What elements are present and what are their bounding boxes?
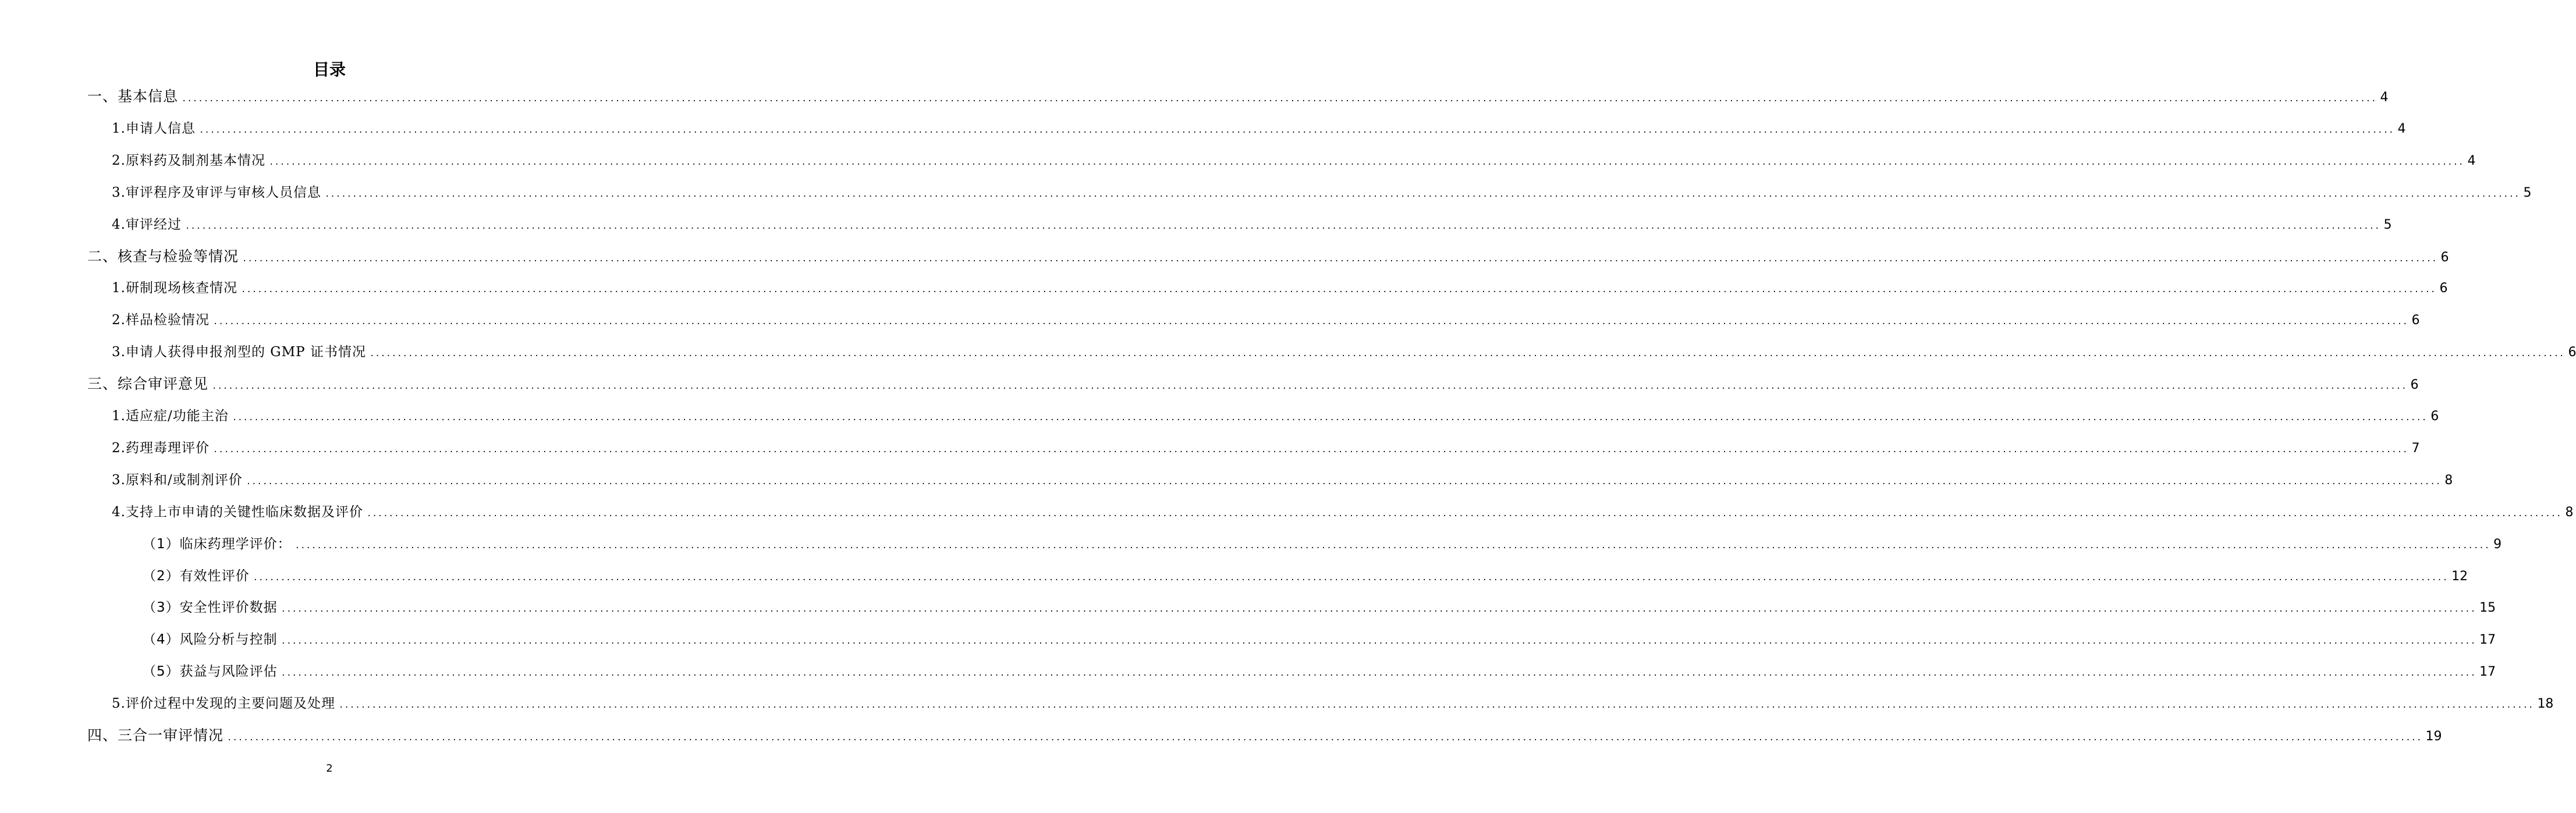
toc-leader-dots: ................................................................................................................................................................................................................................................................................................................................................................................................................ xyxy=(212,317,2408,327)
toc-entry[interactable] xyxy=(112,500,2574,524)
toc-leader-dots: ................................................................................................................................................................................................................................................................................................................................................................................................................ xyxy=(212,445,2408,455)
toc-entry-page: 5 xyxy=(2523,185,2532,200)
toc-entry-label: （5）获益与风险评估 xyxy=(143,664,278,680)
toc-leader-dots: ................................................................................................................................................................................................................................................................................................................................................................................................................ xyxy=(227,733,2422,743)
toc-entry-label: 一、基本信息 xyxy=(87,88,179,105)
toc-leader-dots: ................................................................................................................................................................................................................................................................................................................................................................................................................ xyxy=(182,94,2377,104)
toc-entry-label: 三、综合审评意见 xyxy=(87,375,209,393)
toc-entry-label: 4.审评经过 xyxy=(112,216,182,232)
toc-entry-label: 3.原料和/或制剂评价 xyxy=(112,472,243,488)
toc-entry-page: 19 xyxy=(2425,729,2442,744)
toc-entry[interactable] xyxy=(112,692,2554,715)
toc-entry[interactable] xyxy=(112,436,2420,460)
toc-entry[interactable] xyxy=(112,404,2439,428)
toc-entry-page: 6 xyxy=(2568,345,2576,360)
toc-leader-dots: ................................................................................................................................................................................................................................................................................................................................................................................................................ xyxy=(198,125,2394,135)
toc-leader-dots: ................................................................................................................................................................................................................................................................................................................................................................................................................ xyxy=(242,254,2437,264)
toc-entry[interactable] xyxy=(87,85,2389,108)
toc-entry[interactable] xyxy=(112,276,2448,300)
toc-entry-label: 1.适应症/功能主治 xyxy=(112,409,229,424)
toc-leader-dots: ................................................................................................................................................................................................................................................................................................................................................................................................................ xyxy=(369,349,2565,359)
toc-leader-dots: ................................................................................................................................................................................................................................................................................................................................................................................................................ xyxy=(281,605,2476,615)
toc-leader-dots: ................................................................................................................................................................................................................................................................................................................................................................................................................ xyxy=(324,189,2520,199)
toc-leader-dots: ................................................................................................................................................................................................................................................................................................................................................................................................................ xyxy=(294,541,2490,551)
toc-entry[interactable] xyxy=(112,340,2576,364)
toc-leader-dots: ................................................................................................................................................................................................................................................................................................................................................................................................................ xyxy=(281,669,2476,679)
toc-entry-label: （4）风险分析与控制 xyxy=(143,632,278,648)
toc-entry-page: 5 xyxy=(2383,217,2392,232)
toc-entry-label: 3.申请人获得申报剂型的 GMP 证书情况 xyxy=(112,345,366,360)
toc-entry-page: 8 xyxy=(2444,473,2453,488)
toc-entry-page: 6 xyxy=(2411,313,2420,328)
toc-leader-dots: ................................................................................................................................................................................................................................................................................................................................................................................................................ xyxy=(338,701,2534,711)
toc-entry-label: 5.评价过程中发现的主要问题及处理 xyxy=(112,696,335,712)
toc-entry-page: 6 xyxy=(2430,409,2439,424)
toc-entry-page: 7 xyxy=(2411,441,2420,456)
toc-entry-page: 8 xyxy=(2565,505,2574,520)
toc-entry-label: 3.审评程序及审评与审核人员信息 xyxy=(112,184,321,200)
toc-entry-label: 2.原料药及制剂基本情况 xyxy=(112,152,265,168)
toc-entry-label: 2.药理毒理评价 xyxy=(112,440,210,456)
toc-leader-dots: ................................................................................................................................................................................................................................................................................................................................................................................................................ xyxy=(268,157,2464,167)
toc-entry[interactable] xyxy=(143,565,2468,588)
toc-entry-label: 四、三合一审评情况 xyxy=(87,727,224,744)
toc-entry-page: 12 xyxy=(2451,569,2468,584)
toc-entry[interactable] xyxy=(87,724,2442,747)
toc-entry[interactable] xyxy=(112,181,2532,204)
toc-entry-page: 17 xyxy=(2479,633,2496,648)
toc-entry-label: （3）安全性评价数据 xyxy=(143,600,278,616)
toc-leader-dots: ................................................................................................................................................................................................................................................................................................................................................................................................................ xyxy=(253,573,2449,583)
toc-entry-label: 二、核查与检验等情况 xyxy=(87,247,239,265)
toc-entry-page: 6 xyxy=(2410,378,2419,393)
toc-entry[interactable] xyxy=(87,245,2449,268)
toc-entry-page: 17 xyxy=(2479,665,2496,680)
toc-entry-page: 6 xyxy=(2440,250,2449,265)
toc-entry-label: （2）有效性评价 xyxy=(143,568,250,584)
toc-entry[interactable] xyxy=(112,149,2476,172)
toc-entry[interactable] xyxy=(143,660,2496,683)
toc-entry[interactable] xyxy=(143,532,2502,556)
toc-entry[interactable] xyxy=(112,308,2420,332)
toc-entry-page: 4 xyxy=(2380,90,2389,105)
toc-entry-label: （1）临床药理学评价： xyxy=(143,536,292,552)
toc-entry[interactable] xyxy=(112,468,2453,492)
toc-entry[interactable] xyxy=(143,596,2496,619)
toc-entry-label: 1.申请人信息 xyxy=(112,120,196,136)
toc-entry[interactable] xyxy=(87,372,2419,396)
toc-entry-page: 4 xyxy=(2467,153,2476,168)
toc-entry-page: 9 xyxy=(2493,537,2502,552)
toc-leader-dots: ................................................................................................................................................................................................................................................................................................................................................................................................................ xyxy=(246,477,2442,487)
toc-entry-page: 4 xyxy=(2397,121,2406,136)
toc-entry[interactable] xyxy=(112,117,2406,140)
toc-entry-label: 2.样品检验情况 xyxy=(112,313,210,328)
toc-leader-dots: ................................................................................................................................................................................................................................................................................................................................................................................................................ xyxy=(281,637,2476,647)
toc-entry-page: 15 xyxy=(2479,601,2496,616)
toc-entry-page: 6 xyxy=(2439,281,2448,296)
toc-entry-label: 4.支持上市申请的关键性临床数据及评价 xyxy=(112,504,363,520)
page-number: 2 xyxy=(326,762,333,775)
toc-entry[interactable] xyxy=(143,628,2496,651)
toc-entry[interactable] xyxy=(112,213,2392,236)
toc-leader-dots: ................................................................................................................................................................................................................................................................................................................................................................................................................ xyxy=(184,221,2380,231)
toc-leader-dots: ................................................................................................................................................................................................................................................................................................................................................................................................................ xyxy=(240,285,2436,295)
toc-entry-label: 1.研制现场核查情况 xyxy=(112,281,237,296)
toc-title: 目录 xyxy=(313,60,346,79)
toc-leader-dots: ................................................................................................................................................................................................................................................................................................................................................................................................................ xyxy=(232,413,2428,423)
toc-leader-dots: ................................................................................................................................................................................................................................................................................................................................................................................................................ xyxy=(212,382,2407,392)
toc-leader-dots: ................................................................................................................................................................................................................................................................................................................................................................................................................ xyxy=(366,509,2562,519)
toc-entry-page: 18 xyxy=(2537,697,2554,712)
